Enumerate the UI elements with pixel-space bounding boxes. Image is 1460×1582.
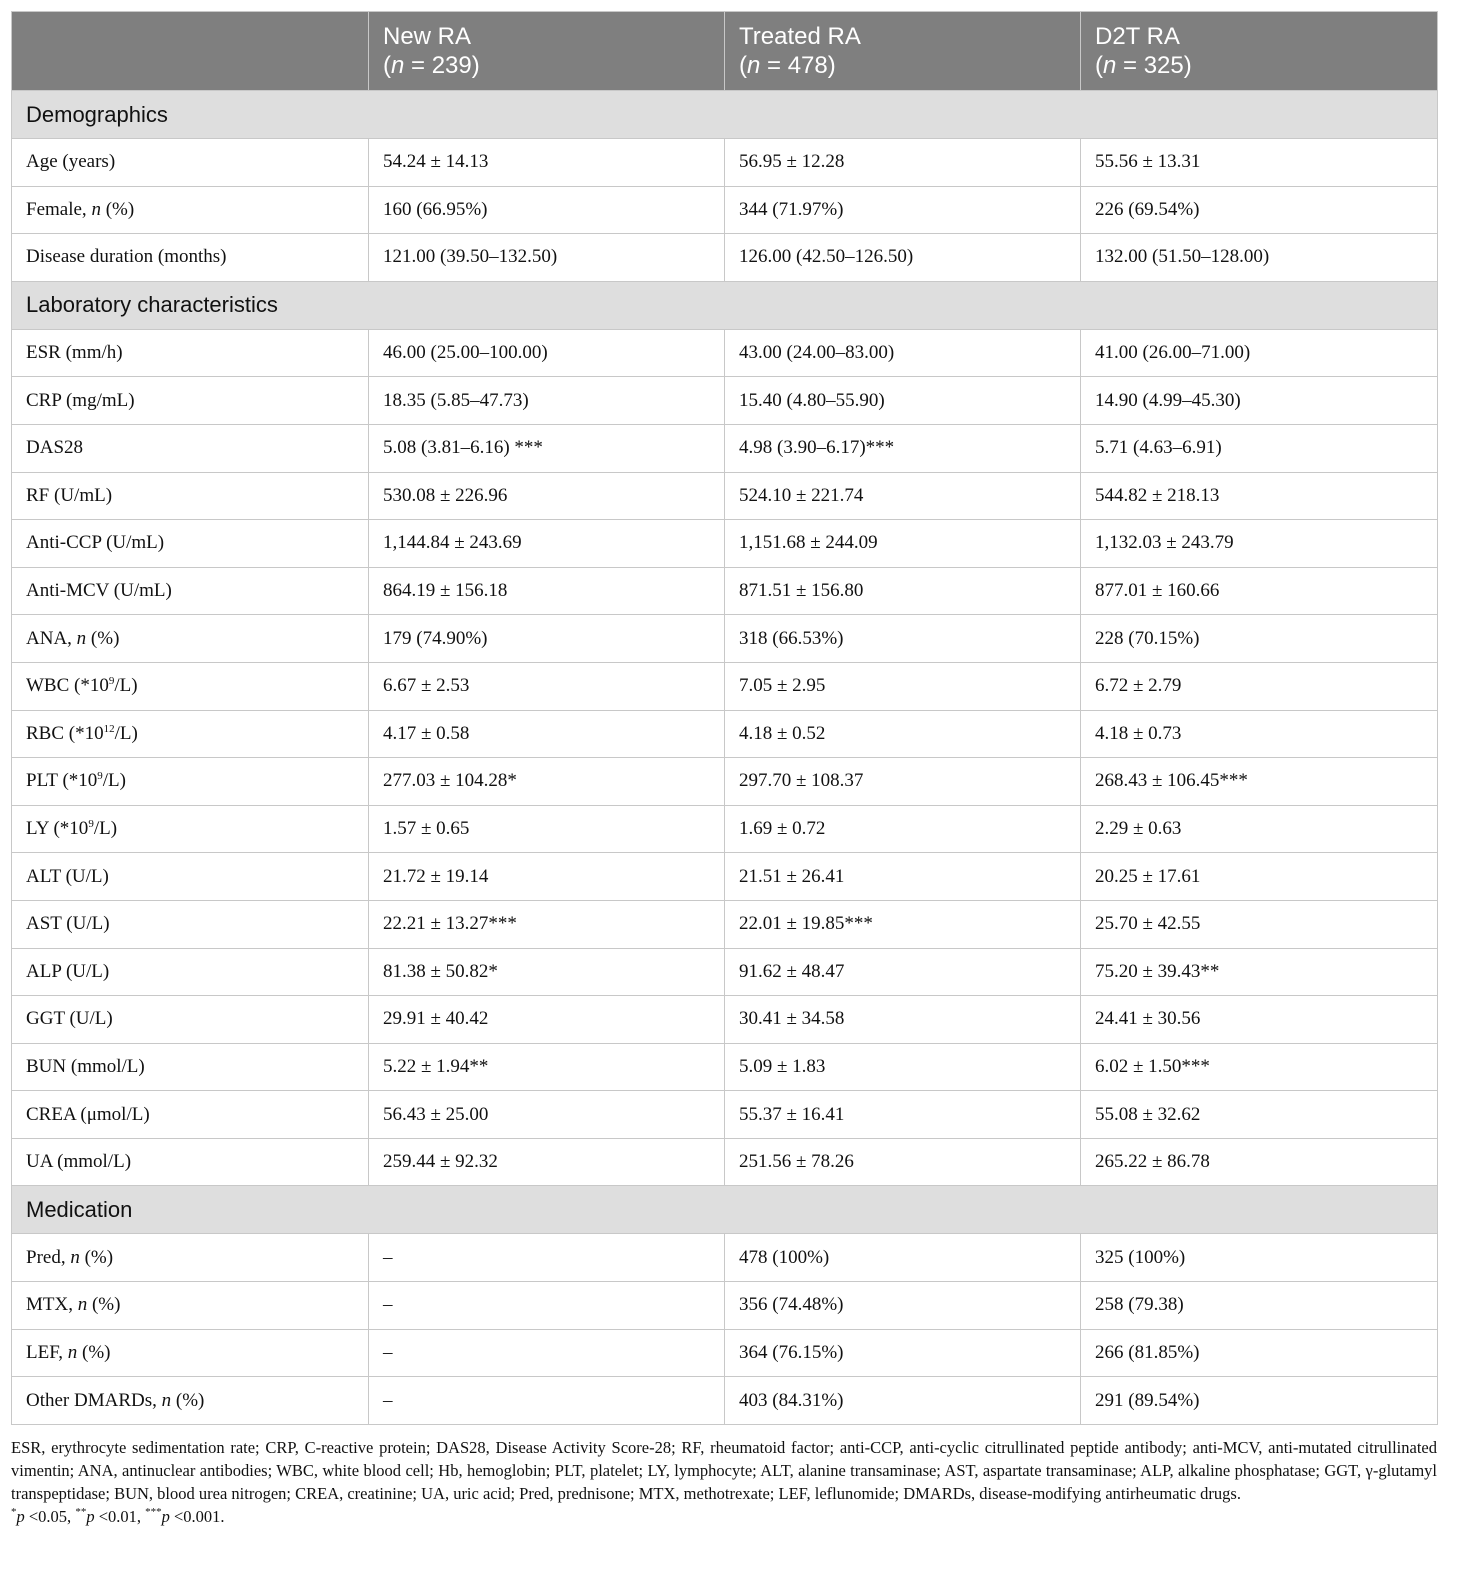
- value-cell: –: [369, 1329, 725, 1377]
- value-cell: 15.40 (4.80–55.90): [725, 377, 1081, 425]
- value-cell: 75.20 ± 39.43**: [1081, 948, 1438, 996]
- value-cell: 21.51 ± 26.41: [725, 853, 1081, 901]
- row-label: UA (mmol/L): [12, 1138, 369, 1186]
- row-label: MTX, n (%): [12, 1282, 369, 1330]
- table-row: [12, 520, 1438, 568]
- row-label: AST (U/L): [12, 900, 369, 948]
- value-cell: 29.91 ± 40.42: [369, 996, 725, 1044]
- table-row: [12, 186, 1438, 234]
- value-cell: 41.00 (26.00–71.00): [1081, 329, 1438, 377]
- column-name: Treated RA: [739, 23, 861, 50]
- row-label: WBC $(*10^9/L)$: [12, 662, 369, 710]
- value-cell: 4.18 ± 0.52: [725, 710, 1081, 758]
- value-cell: 1.69 ± 0.72: [725, 805, 1081, 853]
- value-cell: 325 (100%): [1081, 1234, 1438, 1282]
- value-cell: 544.82 ± 218.13: [1081, 472, 1438, 520]
- table-row: [12, 758, 1438, 806]
- table-row: [12, 1091, 1438, 1139]
- value-cell: 21.72 ± 19.14: [369, 853, 725, 901]
- value-cell: 30.41 ± 34.58: [725, 996, 1081, 1044]
- table-header: [12, 12, 1438, 91]
- row-label: ESR (mm/h): [12, 329, 369, 377]
- value-cell: 56.43 ± 25.00: [369, 1091, 725, 1139]
- row-label: Anti-CCP (U/mL): [12, 520, 369, 568]
- table-row: [12, 1043, 1438, 1091]
- column-name: New RA: [383, 23, 472, 50]
- value-cell: 55.56 ± 13.31: [1081, 139, 1438, 187]
- value-cell: 291 (89.54%): [1081, 1377, 1438, 1425]
- table-row: [12, 377, 1438, 425]
- header-row: [12, 12, 1438, 91]
- value-cell: 6.02 ± 1.50***: [1081, 1043, 1438, 1091]
- column-n: (n = 478): [739, 52, 836, 79]
- row-label: ALT (U/L): [12, 853, 369, 901]
- value-cell: 318 (66.53%): [725, 615, 1081, 663]
- value-cell: –: [369, 1377, 725, 1425]
- table-row: [12, 615, 1438, 663]
- value-cell: 179 (74.90%): [369, 615, 725, 663]
- table-row: [12, 1138, 1438, 1186]
- row-label: CRP (mg/mL): [12, 377, 369, 425]
- value-cell: 2.29 ± 0.63: [1081, 805, 1438, 853]
- table-row: [12, 567, 1438, 615]
- value-cell: 356 (74.48%): [725, 1282, 1081, 1330]
- value-cell: –: [369, 1282, 725, 1330]
- value-cell: 364 (76.15%): [725, 1329, 1081, 1377]
- value-cell: 265.22 ± 86.78: [1081, 1138, 1438, 1186]
- value-cell: 478 (100%): [725, 1234, 1081, 1282]
- row-label: Age (years): [12, 139, 369, 187]
- value-cell: 1,132.03 ± 243.79: [1081, 520, 1438, 568]
- section-title: Laboratory characteristics: [12, 281, 1438, 329]
- value-cell: 4.17 ± 0.58: [369, 710, 725, 758]
- table-row: [12, 139, 1438, 187]
- value-cell: 4.18 ± 0.73: [1081, 710, 1438, 758]
- table-row: [12, 424, 1438, 472]
- value-cell: 46.00 (25.00–100.00): [369, 329, 725, 377]
- column-n: (n = 325): [1095, 52, 1192, 79]
- table-row: [12, 900, 1438, 948]
- value-cell: 5.71 (4.63–6.91): [1081, 424, 1438, 472]
- section-header-row: [12, 281, 1438, 329]
- value-cell: –: [369, 1234, 725, 1282]
- header-empty-cell: [12, 12, 369, 91]
- row-label: LEF, n (%): [12, 1329, 369, 1377]
- table-row: [12, 234, 1438, 282]
- value-cell: 54.24 ± 14.13: [369, 139, 725, 187]
- value-cell: 22.01 ± 19.85***: [725, 900, 1081, 948]
- significance-note: *p <0.05, **p <0.01, ***p <0.001.: [11, 1506, 225, 1526]
- value-cell: 55.08 ± 32.62: [1081, 1091, 1438, 1139]
- table-row: [12, 1329, 1438, 1377]
- section-title: Demographics: [12, 91, 1438, 139]
- row-label: LY $(*10^9/L)$: [12, 805, 369, 853]
- value-cell: 18.35 (5.85–47.73): [369, 377, 725, 425]
- table-footnote: [11, 1436, 1437, 1528]
- table-row: [12, 662, 1438, 710]
- value-cell: 530.08 ± 226.96: [369, 472, 725, 520]
- value-cell: 871.51 ± 156.80: [725, 567, 1081, 615]
- value-cell: 132.00 (51.50–128.00): [1081, 234, 1438, 282]
- value-cell: 4.98 (3.90–6.17)***: [725, 424, 1081, 472]
- value-cell: 5.09 ± 1.83: [725, 1043, 1081, 1091]
- row-label: Disease duration (months): [12, 234, 369, 282]
- value-cell: 6.67 ± 2.53: [369, 662, 725, 710]
- value-cell: 258 (79.38): [1081, 1282, 1438, 1330]
- row-label: PLT $(*10^9/L)$: [12, 758, 369, 806]
- value-cell: 160 (66.95%): [369, 186, 725, 234]
- abbreviations-note: ESR, erythrocyte sedimentation rate; CRP, C-reactive protein; DAS28, Disease Activity Score-28; RF, rheumatoid factor; anti-CCP, anti-cyclic citrullinated peptide antibody; anti-MCV, anti-mutated citrullinated vimentin; ANA, antinuclear antibodies; WBC, white blood cell; Hb, hemoglobin; PLT, platelet; LY, lymphocyte; ALT, alanine transaminase; AST, aspartate transaminase; ALP, alkaline phosphatase; GGT, γ-glutamyl transpeptidase; BUN, blood urea nitrogen; CREA, creatinine; UA, uric acid; Pred, prednisone; MTX, methotrexate; LEF, leflunomide; DMARDs, disease-modifying antirheumatic drugs.: [11, 1438, 1437, 1503]
- value-cell: 55.37 ± 16.41: [725, 1091, 1081, 1139]
- value-cell: 1,144.84 ± 243.69: [369, 520, 725, 568]
- column-header-d2t-ra: [1081, 12, 1438, 91]
- value-cell: 91.62 ± 48.47: [725, 948, 1081, 996]
- row-label: CREA (μmol/L): [12, 1091, 369, 1139]
- value-cell: 1.57 ± 0.65: [369, 805, 725, 853]
- row-label: Anti-MCV (U/mL): [12, 567, 369, 615]
- row-label: RBC $(*10^{12}/L)$: [12, 710, 369, 758]
- value-cell: 14.90 (4.99–45.30): [1081, 377, 1438, 425]
- value-cell: 7.05 ± 2.95: [725, 662, 1081, 710]
- row-label: GGT (U/L): [12, 996, 369, 1044]
- value-cell: 226 (69.54%): [1081, 186, 1438, 234]
- row-label: BUN (mmol/L): [12, 1043, 369, 1091]
- row-label: ALP (U/L): [12, 948, 369, 996]
- table-container: [11, 11, 1437, 1425]
- value-cell: 81.38 ± 50.82*: [369, 948, 725, 996]
- value-cell: 22.21 ± 13.27***: [369, 900, 725, 948]
- row-label: Pred, n (%): [12, 1234, 369, 1282]
- row-label: ANA, n (%): [12, 615, 369, 663]
- value-cell: 268.43 ± 106.45***: [1081, 758, 1438, 806]
- value-cell: 5.08 (3.81–6.16) ***: [369, 424, 725, 472]
- value-cell: 524.10 ± 221.74: [725, 472, 1081, 520]
- value-cell: 126.00 (42.50–126.50): [725, 234, 1081, 282]
- value-cell: 228 (70.15%): [1081, 615, 1438, 663]
- table-row: [12, 853, 1438, 901]
- value-cell: 251.56 ± 78.26: [725, 1138, 1081, 1186]
- table-row: [12, 805, 1438, 853]
- column-n: (n = 239): [383, 52, 480, 79]
- value-cell: 344 (71.97%): [725, 186, 1081, 234]
- value-cell: 864.19 ± 156.18: [369, 567, 725, 615]
- table-row: [12, 1234, 1438, 1282]
- value-cell: 297.70 ± 108.37: [725, 758, 1081, 806]
- table-row: [12, 1282, 1438, 1330]
- value-cell: 25.70 ± 42.55: [1081, 900, 1438, 948]
- value-cell: 5.22 ± 1.94**: [369, 1043, 725, 1091]
- row-label: RF (U/mL): [12, 472, 369, 520]
- table-body: [12, 91, 1438, 1425]
- value-cell: 403 (84.31%): [725, 1377, 1081, 1425]
- row-label: DAS28: [12, 424, 369, 472]
- column-name: D2T RA: [1095, 23, 1180, 50]
- section-header-row: [12, 91, 1438, 139]
- column-header-new-ra: [369, 12, 725, 91]
- value-cell: 43.00 (24.00–83.00): [725, 329, 1081, 377]
- value-cell: 20.25 ± 17.61: [1081, 853, 1438, 901]
- table-row: [12, 996, 1438, 1044]
- table-row: [12, 948, 1438, 996]
- row-label: Other DMARDs, n (%): [12, 1377, 369, 1425]
- section-title: Medication: [12, 1186, 1438, 1234]
- baseline-characteristics-table: [11, 11, 1438, 1425]
- table-row: [12, 472, 1438, 520]
- section-header-row: [12, 1186, 1438, 1234]
- value-cell: 121.00 (39.50–132.50): [369, 234, 725, 282]
- table-row: [12, 710, 1438, 758]
- table-row: [12, 1377, 1438, 1425]
- value-cell: 266 (81.85%): [1081, 1329, 1438, 1377]
- value-cell: 6.72 ± 2.79: [1081, 662, 1438, 710]
- table-row: [12, 329, 1438, 377]
- column-header-treated-ra: [725, 12, 1081, 91]
- value-cell: 1,151.68 ± 244.09: [725, 520, 1081, 568]
- value-cell: 24.41 ± 30.56: [1081, 996, 1438, 1044]
- value-cell: 259.44 ± 92.32: [369, 1138, 725, 1186]
- value-cell: 56.95 ± 12.28: [725, 139, 1081, 187]
- value-cell: 277.03 ± 104.28*: [369, 758, 725, 806]
- value-cell: 877.01 ± 160.66: [1081, 567, 1438, 615]
- row-label: Female, n (%): [12, 186, 369, 234]
